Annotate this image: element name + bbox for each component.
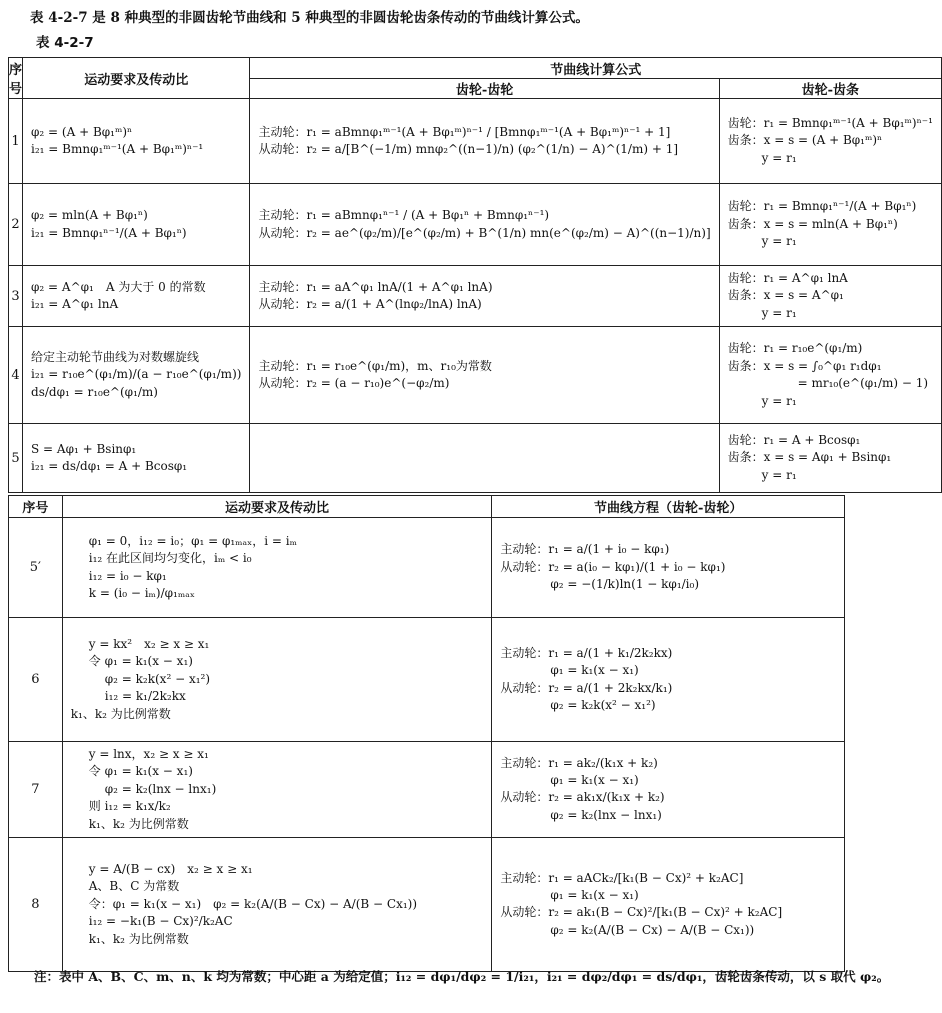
header-equation: 节曲线方程（齿轮-齿轮）: [492, 496, 845, 518]
req-cell: [62, 742, 492, 838]
formula: 主动轮：r₁ = aBmnφ₁ᵐ⁻¹(A + Bφ₁ᵐ)ⁿ⁻¹ / [Bmnφ₁ᵐ⁻¹(A + Bφ₁ᵐ)ⁿ⁻¹ + 1]: [258, 124, 671, 139]
gear-gear-cell: [250, 327, 719, 424]
formula: 主动轮：r₁ = r₁₀e^(φ₁/m)，m、r₁₀为常数: [258, 358, 492, 373]
table-gear-equations: [8, 495, 845, 972]
table-row: [9, 327, 942, 424]
equation-cell: [492, 837, 845, 971]
formula: A、B、C 为常数: [88, 879, 180, 894]
formula: 齿轮：r₁ = A + Bcosφ₁: [727, 433, 861, 448]
formula: y = r₁: [761, 150, 797, 165]
formula: S = Aφ₁ + Bsinφ₁: [31, 441, 137, 456]
equation-cell: [492, 518, 845, 618]
formula: i₂₁ = A^φ₁ lnA: [31, 297, 119, 312]
gear-rack-cell: [719, 99, 941, 184]
formula: y = r₁: [761, 467, 797, 482]
formula: φ₂ = A^φ₁ A 为大于 0 的常数: [31, 279, 206, 294]
formula: k₁、k₂ 为比例常数: [88, 931, 189, 946]
formula: y = A/(B − cx) x₂ ≥ x ≥ x₁: [88, 861, 253, 876]
formula: 齿条：x = s = mln(A + Bφ₁ⁿ): [727, 216, 898, 231]
formula: y = r₁: [761, 305, 797, 320]
req-cell: [23, 99, 250, 184]
row-number: 4: [9, 327, 23, 424]
formula: φ₁ = k₁(x − x₁): [550, 888, 639, 903]
formula: φ₂ = k₂(A/(B − Cx) − A/(B − Cx₁)): [550, 922, 755, 937]
formula: 主动轮：r₁ = aACk₂/[k₁(B − Cx)² + k₂AC]: [500, 870, 744, 885]
formula: 从动轮：r₂ = (a − r₁₀)e^(−φ₂/m): [258, 376, 450, 391]
gear-rack-cell: [719, 327, 941, 424]
formula: k = (i₀ − iₘ)/φ₁ₘₐₓ: [88, 585, 195, 600]
formula: i₁₂ = k₁/2k₂kx: [104, 689, 186, 704]
formula: φ₂ = k₂k(x² − x₁²): [550, 697, 656, 712]
formula: y = lnx，x₂ ≥ x ≥ x₁: [88, 747, 209, 761]
formula: 从动轮：r₂ = ak₁(B − Cx)²/[k₁(B − Cx)² + k₂AC]: [500, 905, 783, 920]
table-row: [9, 518, 845, 618]
formula: 从动轮：r₂ = a(i₀ − kφ₁)/(1 + i₀ − kφ₁): [500, 559, 726, 574]
formula: i₂₁ = r₁₀e^(φ₁/m)/(a − r₁₀e^(φ₁/m)): [31, 367, 242, 382]
formula: k₁、k₂ 为比例常数: [88, 816, 189, 831]
formula: 主动轮：r₁ = ak₂/(k₁x + k₂): [500, 755, 658, 770]
gear-rack-cell: [719, 184, 941, 266]
header-req: 运动要求及传动比: [23, 58, 250, 99]
table-row: [9, 742, 845, 838]
req-cell: [23, 266, 250, 327]
formula: 令：φ₁ = k₁(x − x₁) φ₂ = k₂(A/(B − Cx) − A/(B − Cx₁)): [88, 896, 418, 911]
gear-gear-cell: [250, 99, 719, 184]
table-note: 注：表中 A、B、C、m、n、k 均为常数；中心距 a 为给定值；i₁₂ = dφ₁/dφ₂ = 1/i₂₁，i₂₁ = dφ₂/dφ₁ = ds/dφ₁，齿轮齿条传动，以 s 取代 φ₂。: [34, 969, 890, 984]
formula: 令 φ₁ = k₁(x − x₁): [88, 654, 193, 669]
formula: 从动轮：r₂ = a/[B^(−1/m) mnφ₂^((n−1)/n) (φ₂^(1/n) − A)^(1/m) + 1]: [258, 142, 679, 156]
formula: φ₂ = k₂k(x² − x₁²): [104, 671, 211, 686]
equation-cell: [492, 618, 845, 742]
formula: 从动轮：r₂ = ak₁x/(k₁x + k₂): [500, 790, 665, 805]
formula: 从动轮：r₂ = ae^(φ₂/m)/[e^(φ₂/m) + B^(1/n) mn(e^(φ₂/m) − A)^((n−1)/n)]: [258, 225, 711, 240]
table-row: [9, 618, 845, 742]
table-name: 表 4-2-7: [36, 35, 94, 51]
formula: φ₂ = (A + Bφ₁ᵐ)ⁿ: [31, 124, 133, 139]
row-number: 2: [9, 184, 23, 266]
formula: 则 i₁₂ = k₁x/k₂: [88, 799, 171, 814]
table-row: [9, 837, 845, 971]
table-row: [9, 184, 942, 266]
req-cell: [23, 327, 250, 424]
formula: 主动轮：r₁ = aA^φ₁ lnA/(1 + A^φ₁ lnA): [258, 279, 493, 294]
header-gear-rack: 齿轮-齿条: [719, 79, 941, 99]
formula: ds/dφ₁ = r₁₀e^(φ₁/m): [31, 384, 158, 399]
table-gear-formulas: [8, 57, 942, 493]
gear-rack-cell: [719, 424, 941, 493]
table-row: [9, 99, 942, 184]
formula: 齿条：x = s = ∫₀^φ₁ r₁dφ₁: [727, 358, 882, 373]
formula: φ₂ = −(1/k)ln(1 − kφ₁/i₀): [550, 577, 700, 592]
formula: 从动轮：r₂ = a/(1 + 2k₂kx/k₁): [500, 680, 673, 695]
formula: y = r₁: [761, 393, 797, 408]
formula: φ₁ = k₁(x − x₁): [550, 773, 639, 788]
formula: y = r₁: [761, 234, 797, 249]
row-number: 8: [9, 837, 63, 971]
formula: φ₂ = k₂(lnx − lnx₁): [550, 807, 662, 822]
formula: 齿条：x = s = A^φ₁: [727, 288, 844, 303]
req-cell: [23, 424, 250, 493]
formula: 主动轮：r₁ = a/(1 + i₀ − kφ₁): [500, 542, 670, 557]
formula: φ₂ = k₂(lnx − lnx₁): [104, 781, 217, 796]
req-cell: [62, 837, 492, 971]
gear-rack-cell: [719, 266, 941, 327]
formula: i₁₂ 在此区间均匀变化，iₘ < i₀: [88, 551, 252, 566]
row-number: 7: [9, 742, 63, 838]
formula: 齿轮：r₁ = Bmnφ₁ᵐ⁻¹(A + Bφ₁ᵐ)ⁿ⁻¹: [727, 115, 933, 130]
formula: = mr₁₀(e^(φ₁/m) − 1): [797, 376, 929, 391]
gear-gear-cell: [250, 424, 719, 493]
formula: y = kx² x₂ ≥ x ≥ x₁: [88, 637, 210, 652]
row-number: 5: [9, 424, 23, 493]
formula: 令 φ₁ = k₁(x − x₁): [88, 764, 193, 779]
formula: 齿条：x = s = Aφ₁ + Bsinφ₁: [727, 450, 892, 465]
row-number: 6: [9, 618, 63, 742]
formula: 主动轮：r₁ = aBmnφ₁ⁿ⁻¹ / (A + Bφ₁ⁿ + Bmnφ₁ⁿ⁻¹): [258, 208, 550, 223]
formula: 从动轮：r₂ = a/(1 + A^(lnφ₂/lnA) lnA): [258, 297, 482, 312]
formula: k₁、k₂ 为比例常数: [70, 706, 171, 721]
formula: φ₁ = 0，i₁₂ = i₀；φ₁ = φ₁ₘₐₓ，i = iₘ: [88, 533, 297, 548]
equation-cell: [492, 742, 845, 838]
formula: i₂₁ = Bmnφ₁ⁿ⁻¹/(A + Bφ₁ⁿ): [31, 225, 187, 240]
intro-text: 表 4-2-7 是 8 种典型的非圆齿轮节曲线和 5 种典型的非圆齿轮齿条传动的节曲线计算公式。: [30, 10, 589, 26]
formula: 齿轮：r₁ = A^φ₁ lnA: [727, 271, 848, 285]
row-number: 5′: [9, 518, 63, 618]
header-seq: 序号: [9, 58, 23, 99]
gear-gear-cell: [250, 184, 719, 266]
gear-gear-cell: [250, 266, 719, 327]
req-cell: [62, 518, 492, 618]
formula: 齿条：x = s = (A + Bφ₁ᵐ)ⁿ: [727, 133, 883, 148]
table-row: [9, 424, 942, 493]
header-req: 运动要求及传动比: [62, 496, 492, 518]
header-calc: 节曲线计算公式: [250, 58, 942, 79]
formula: 齿轮：r₁ = r₁₀e^(φ₁/m): [727, 341, 863, 356]
row-number: 1: [9, 99, 23, 184]
req-cell: [23, 184, 250, 266]
formula: φ₁ = k₁(x − x₁): [550, 663, 639, 678]
formula: i₂₁ = ds/dφ₁ = A + Bcosφ₁: [31, 459, 188, 474]
formula: 齿轮：r₁ = Bmnφ₁ⁿ⁻¹/(A + Bφ₁ⁿ): [727, 199, 917, 214]
table-row: [9, 266, 942, 327]
formula: 给定主动轮节曲线为对数螺旋线: [31, 350, 200, 365]
row-number: 3: [9, 266, 23, 327]
req-cell: [62, 618, 492, 742]
formula: i₁₂ = i₀ − kφ₁: [88, 568, 167, 583]
formula: i₂₁ = Bmnφ₁ᵐ⁻¹(A + Bφ₁ᵐ)ⁿ⁻¹: [31, 142, 204, 156]
formula: i₁₂ = −k₁(B − Cx)²/k₂AC: [88, 914, 233, 929]
formula: φ₂ = mln(A + Bφ₁ⁿ): [31, 208, 148, 223]
header-seq: 序号: [9, 496, 63, 518]
header-gear-gear: 齿轮-齿轮: [250, 79, 719, 99]
formula: 主动轮：r₁ = a/(1 + k₁/2k₂kx): [500, 645, 673, 660]
